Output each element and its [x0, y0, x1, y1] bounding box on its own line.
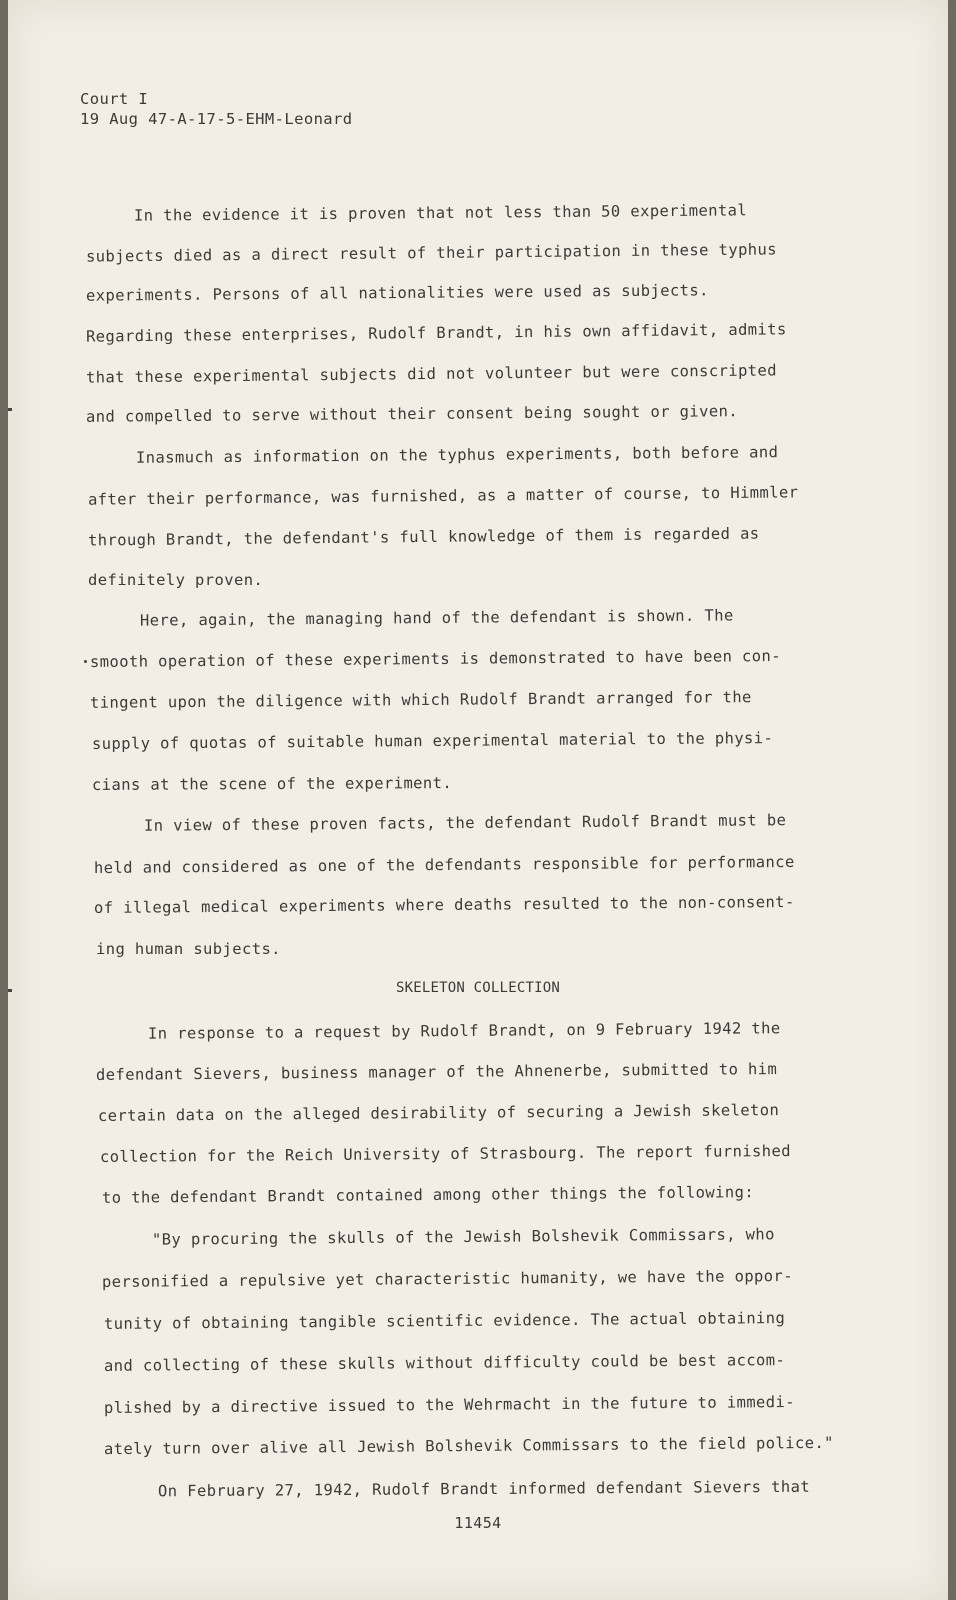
body-line: experiments. Persons of all nationalities were used as subjects. — [85, 281, 709, 305]
body-line: after their performance, was furnished, as a matter of course, to Himmler — [87, 483, 799, 509]
section-line: and collecting of these skulls without difficulty could be best accom- — [103, 1351, 786, 1375]
section-line: On February 27, 1942, Rudolf Brandt informed defendant Sievers that — [157, 1477, 811, 1501]
body-line: that these experimental subjects did not volunteer but were conscripted — [85, 361, 778, 387]
body-line: Regarding these enterprises, Rudolf Brandt, in his own affidavit, admits — [85, 320, 787, 346]
section-heading: SKELETON COLLECTION — [396, 980, 560, 996]
body-line: Here, again, the managing hand of the defendant is shown. The — [139, 606, 734, 630]
body-line: supply of quotas of suitable human experimental material to the physi- — [91, 729, 774, 753]
body-line: and compelled to serve without their consent being sought or given. — [85, 402, 739, 426]
body-line: cians at the scene of the experiment. — [91, 774, 453, 794]
body-line: tingent upon the diligence with which Rudolf Brandt arranged for the — [89, 688, 752, 712]
court-label: Court I — [80, 90, 149, 108]
edge-mark — [8, 989, 12, 992]
body-line: of illegal medical experiments where deaths resulted to the non-consent- — [93, 892, 795, 918]
body-line: held and considered as one of the defendants responsible for performance — [93, 852, 795, 878]
body-line: Inasmuch as information on the typhus experiments, both before and — [135, 443, 779, 467]
section-line: to the defendant Brandt contained among other things the following: — [101, 1183, 755, 1207]
section-line: defendant Sievers, business manager of the Ahnenerbe, submitted to him — [95, 1060, 778, 1084]
body-line: ing human subjects. — [96, 940, 281, 958]
section-line: "By procuring the skulls of the Jewish Bolshevik Commissars, who — [151, 1225, 775, 1249]
body-line: smooth operation of these experiments is demonstrated to have been con- — [89, 646, 782, 672]
document-page — [8, 0, 948, 1600]
body-line: In view of these proven facts, the defendant Rudolf Brandt must be — [143, 811, 787, 835]
page-number: 11454 — [454, 1514, 502, 1532]
section-line: collection for the Reich University of Strasbourg. The report furnished — [99, 1141, 792, 1167]
section-line: certain data on the alleged desirability of securing a Jewish skeleton — [97, 1101, 780, 1125]
document-reference: 19 Aug 47-A-17-5-EHM-Leonard — [80, 110, 353, 128]
body-line: subjects died as a direct result of their participation in these typhus — [85, 240, 778, 266]
section-line: ately turn over alive all Jewish Bolshevik Commissars to the field police." — [103, 1433, 834, 1459]
section-line: personified a repulsive yet characteristic humanity, we have the oppor- — [101, 1266, 794, 1292]
body-line: In the evidence it is proven that not less than 50 experimental — [133, 201, 748, 225]
ink-speck — [84, 660, 87, 663]
section-line: tunity of obtaining tangible scientific evidence. The actual obtaining — [103, 1309, 786, 1333]
section-line: In response to a request by Rudolf Brandt, on 9 February 1942 the — [147, 1019, 781, 1043]
edge-mark — [8, 408, 12, 411]
section-line: plished by a directive issued to the Wehrmacht in the future to immedi- — [103, 1392, 796, 1418]
body-line: definitely proven. — [88, 571, 264, 589]
body-line: through Brandt, the defendant's full knowledge of them is regarded as — [87, 524, 760, 550]
